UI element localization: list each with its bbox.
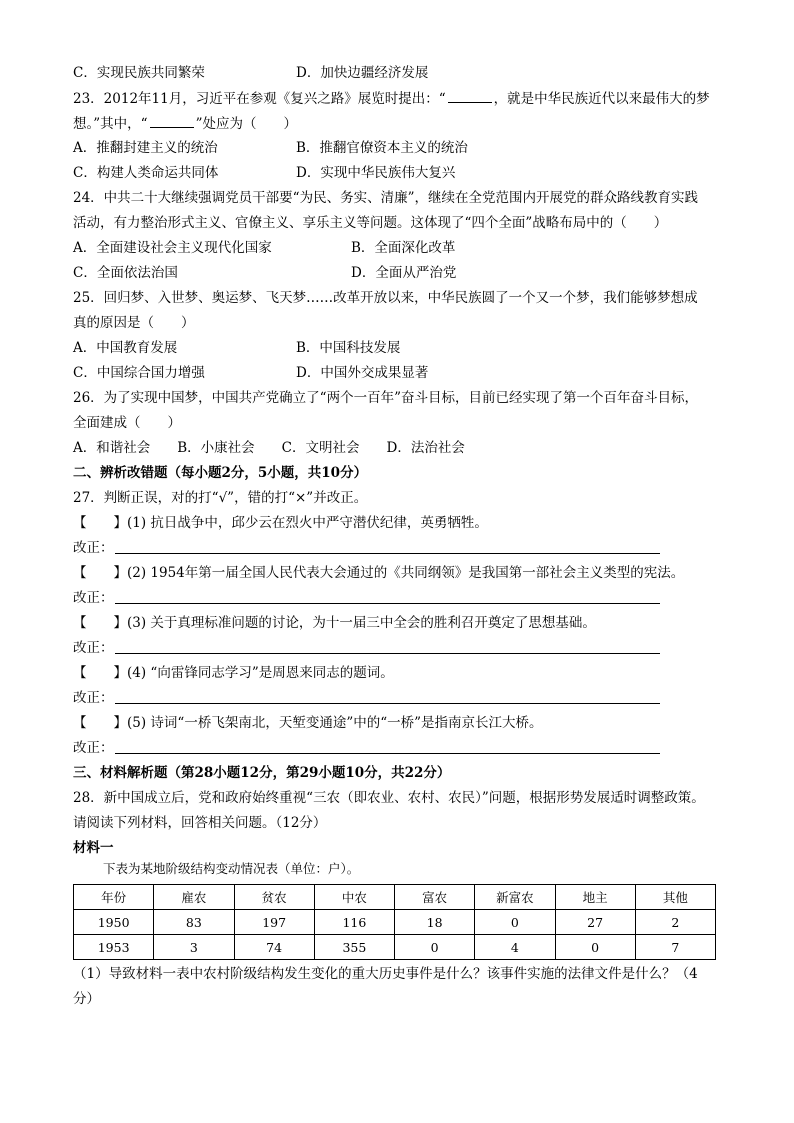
q23-option-b: B．推翻官僚资本主义的统治 [296,140,468,156]
q25-stem-line1: 25．回归梦、入世梦、奥运梦、飞天梦……改革开放以来，中华民族圆了一个又一个梦，我们能够梦想成 [73,290,698,306]
q23-stem-post: ，就是中华民族近代以来最伟大的梦 [493,91,710,107]
q23-option-c: C．构建人类命运共同体 [73,165,219,181]
table-cell: 18 [395,910,475,935]
q27-item-3: 【 】(3) 关于真理标准问题的讨论，为十一届三中全会的胜利召开奠定了思想基础。 [73,615,596,631]
q22-option-d: D．加快边疆经济发展 [296,65,429,81]
table-header-cell: 地主 [555,885,635,910]
q23-stem-pre: 23．2012年11月，习近平在参观《复兴之路》展览时提出：“ [73,91,446,107]
q25-option-a: A．中国教育发展 [73,340,178,356]
table-header-cell: 中农 [314,885,394,910]
material-label: 材料一 [73,840,114,856]
table-cell: 116 [314,910,394,935]
q23-stem2-post: ”处应为（ ） [195,116,297,132]
section2-title: 二、辨析改错题（每小题2分，5小题，共10分） [73,465,368,481]
table-cell: 197 [234,910,314,935]
correct-label-2: 改正： [73,590,114,606]
q25-option-b: B．中国科技发展 [296,340,401,356]
answer-line-3[interactable] [115,653,660,654]
q23-option-d: D．实现中华民族伟大复兴 [296,165,456,181]
q23-stem-line2 [73,113,297,134]
table-header-cell: 新富农 [475,885,555,910]
table-header-cell: 富农 [395,885,475,910]
table-cell: 355 [314,935,394,960]
table-cell: 3 [154,935,234,960]
q24-option-a: A．全面建设社会主义现代化国家 [73,240,272,256]
q24-option-d: D．全面从严治党 [351,265,457,281]
table-cell: 7 [635,935,715,960]
q24-stem-line2: 活动，有力整治形式主义、官僚主义、享乐主义等问题。这体现了“四个全面”战略布局中的（ ） [73,215,668,231]
q28-sub1-line1: （1）导致材料一表中农村阶级结构发生变化的重大历史事件是什么？该事件实施的法律文件是什么？（4 [73,966,698,982]
correct-label-1: 改正： [73,540,114,556]
table-row [74,910,716,935]
q22-option-c: C．实现民族共同繁荣 [73,65,205,81]
q24-option-b: B．全面深化改革 [351,240,456,256]
q27-instruction: 27．判断正误，对的打“√”，错的打“×”并改正。 [73,490,368,506]
table-header-cell: 贫农 [234,885,314,910]
q23-option-a: A．推翻封建主义的统治 [73,140,218,156]
table-header-cell: 其他 [635,885,715,910]
q26-stem-line2: 全面建成（ ） [73,415,181,431]
q28-stem-line1: 28．新中国成立后，党和政府始终重视“三农（即农业、农村、农民）”问题，根据形势发展适时调整政策。 [73,790,705,806]
table-header-cell: 年份 [74,885,154,910]
q23-stem2-pre: 想。”其中，“ [73,116,148,132]
q24-stem-line1: 24．中共二十大继续强调党员干部要“为民、务实、清廉”，继续在全党范围内开展党的群众路线教育实践 [73,190,698,206]
q24-option-c: C．全面依法治国 [73,265,178,281]
table-cell: 0 [475,910,555,935]
q23-stem-line1 [73,88,710,109]
q27-item-2: 【 】(2) 1954年第一届全国人民代表大会通过的《共同纲领》是我国第一部社会主义类型的宪法。 [73,565,685,581]
table-caption: 下表为某地阶级结构变动情况表（单位：户）。 [103,861,360,876]
class-structure-table [73,884,716,960]
table-row [74,935,716,960]
q28-sub1-line2: 分） [73,991,100,1007]
table-cell: 1950 [74,910,154,935]
answer-line-1[interactable] [115,553,660,554]
correct-label-5: 改正： [73,740,114,756]
table-cell: 0 [395,935,475,960]
table-cell: 0 [555,935,635,960]
q28-stem-line2: 请阅读下列材料，回答相关问题。（12分） [73,815,327,831]
q27-item-4: 【 】(4) “向雷锋同志学习”是周恩来同志的题词。 [73,665,394,681]
answer-line-2[interactable] [115,603,660,604]
correct-label-3: 改正： [73,640,114,656]
table-header-cell: 雇农 [154,885,234,910]
q25-option-d: D．中国外交成果显著 [296,365,429,381]
table-cell: 83 [154,910,234,935]
q26-stem-line1: 26．为了实现中国梦，中国共产党确立了“两个一百年”奋斗目标，目前已经实现了第一个百年奋斗目标， [73,390,698,406]
correct-label-4: 改正： [73,690,114,706]
q25-stem-line2: 真的原因是（ ） [73,315,195,331]
table-cell: 2 [635,910,715,935]
table-cell: 4 [475,935,555,960]
q27-item-5: 【 】(5) 诗词“一桥飞架南北，天堑变通途”中的“一桥”是指南京长江大桥。 [73,715,543,731]
q26-options: A．和谐社会 B．小康社会 C．文明社会 D．法治社会 [73,440,465,456]
q25-option-c: C．中国综合国力增强 [73,365,205,381]
table-cell: 1953 [74,935,154,960]
answer-line-4[interactable] [115,703,660,704]
answer-line-5[interactable] [115,753,660,754]
q23-blank-1 [448,88,492,103]
section3-title: 三、材料解析题（第28小题12分，第29小题10分，共22分） [73,765,451,781]
q27-item-1: 【 】(1) 抗日战争中，邱少云在烈火中严守潜伏纪律，英勇牺牲。 [73,515,488,531]
q23-blank-2 [150,113,194,128]
table-cell: 27 [555,910,635,935]
table-cell: 74 [234,935,314,960]
table-header-row [74,885,716,910]
